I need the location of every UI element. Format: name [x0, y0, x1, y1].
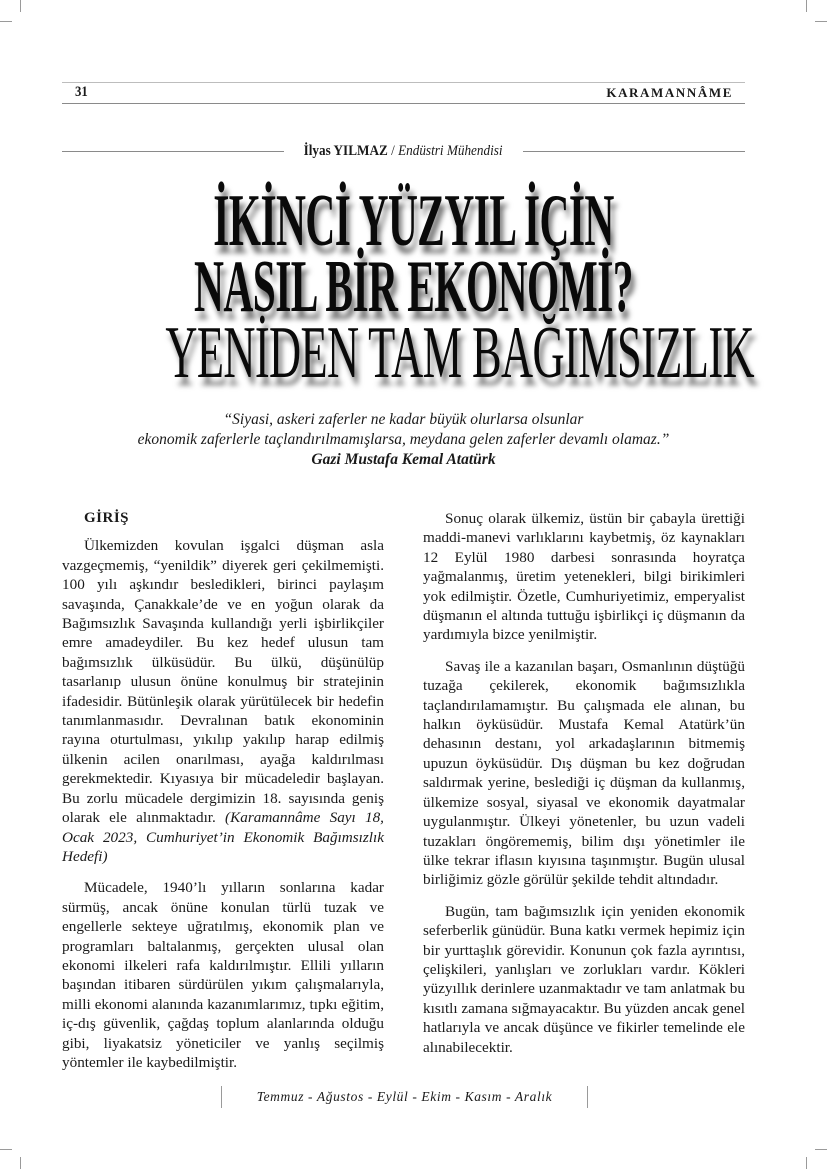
paragraph: [62, 536, 384, 866]
byline-rule-right: [523, 151, 745, 152]
title-line-1: İKİNCİ YÜZYIL İÇİN: [213, 180, 614, 262]
author-role: Endüstri Mühendisi: [398, 142, 504, 159]
running-footer: [221, 1086, 588, 1108]
title-line-2: NASIL BİR EKONOMİ?: [194, 246, 633, 328]
crop-mark-bottom-left-vertical: [20, 1157, 21, 1169]
paragraph: Savaş ile a kazanılan başarı, Osmanlının düştüğü tuzağa çekilerek, ekonomik bağımsızlıkla taçlandırılamamıştır. Bu çalışmada ele alınan, bu halkın öyküsüdür. Mustafa Kemal Atatürk’ün dehasının destanı, yol arkadaşlarının bitmemiş upuzun öyküsüdür. Dış düşman bu kez doğrudan saldırmak yerine, beslediği iç düşman da kullanmış, ülkemize sosyal, siyasal ve ekonomik dayatmalar uygulanmıştır. Ülkeyi yönetenler, bu uzun vadeli tuzakları öngörememiş, bilim dışı yönetimler ile ülke tekrar iflasın kıyısına taşınmıştır. Bugün ulusal birliğimiz gözle görülür şekilde tehdit altındadır.: [423, 657, 745, 889]
author-name: İlyas YILMAZ: [304, 142, 389, 159]
epigraph-quote: [62, 410, 745, 470]
crop-mark-top-left-horizontal: [0, 21, 12, 22]
byline-rule-left: [62, 151, 284, 152]
crop-mark-bottom-right-vertical: [806, 1157, 807, 1169]
crop-mark-top-right-vertical: [806, 0, 807, 12]
paragraph: Mücadele, 1940’lı yılların sonlarına kadar sürmüş, ancak önüne konulan türlü tuzak ve engellerle sekteye uğratılmış, ekonomik plan ve programları baltalanmış, gerçekten ulusal olan ekonomi ilkeleri rafa kaldırılmıştır. Ellili yılların başından itibaren sürdürülen yıkım çalışmalarıyla, milli ekonomi alanında kazanımlarımız, tıpkı eğitim, iç-dış güvenlik, çağdaş toplum alanlarında olduğu gibi, liyakatsiz yöneticiler ve yanlış seçilmiş yöntemler ile kaybedilmiştir.: [62, 879, 384, 1071]
crop-mark-top-right-horizontal: [815, 21, 827, 22]
epigraph-line-1: “Siyasi, askeri zaferler ne kadar büyük olurlarsa olsunlar: [223, 411, 584, 428]
article-column-right: [423, 509, 745, 1069]
byline-separator: /: [388, 142, 399, 159]
paragraph-text: Ülkemizden kovulan işgalci düşman asla vazgeçmemiş, “yenildik” diyerek geri çekilmemişti. 100 yılı aşkındır besledikleri, birinci paylaşım savaşında, Çanakkale’de ve en yoğun olarak da Bağımsızlık Savaşında kullandığı yerli işbirlikçiler emre amadeydiler. Bu kez hedef ulusun tam bağımsızlık ülküsüdür. Bu ülkü, düşünülüp tasarlanıp ulusun önüne konulmuş bir stratejinin ifadesidir. Bütünleşik olarak yürütülecek bir hedefin tanımlanmasıdır. Devralınan batık ekonominin rayına oturtulması, yıkılıp yakılıp harap edilmiş ülkenin acilen onarılması, ayağa kaldırılması gerekmektedir. Kıyasıya bir mücadeledir başlayan. Bu zorlu mücadele dergimizin 18. sayısında geniş olarak ele alınmaktadır.: [62, 537, 384, 827]
section-heading-giris: GİRİŞ: [84, 510, 130, 526]
author-byline: [62, 141, 745, 161]
epigraph-line-2: ekonomik zaferlerle taçlandırılmamışlarsa, meydana gelen zaferler devamlı olamaz.”: [137, 431, 670, 448]
crop-mark-bottom-right-horizontal: [815, 1149, 827, 1150]
running-header: [62, 82, 745, 104]
byline-text: [299, 143, 509, 160]
paragraph: Bugün, tam bağımsızlık için yeniden ekonomik seferberlik günüdür. Buna katkı vermek hepimiz için bir yurttaşlık görevidir. Konunun çok fazla ayrıntısı, çelişkileri, yanlışları ve zorlukları vardır. Kökleri yüzyıllık derinlere uzanmaktadır ve tam anlatmak bu kısıtlı zamana sığmayacaktır. Bu yüzden ancak genel hatlarıyla ve ancak düşünce ve fikirler temelinde ele alınabilecektir.: [423, 902, 745, 1056]
paragraph: Sonuç olarak ülkemiz, üstün bir çabayla ürettiği maddi-manevi varlıklarını kaybetmiş, öz kaynakları 12 Eylül 1980 darbesi sonrasında hoyratça yağmalanmış, üretim yetenekleri, bilgi birikimleri yok edilmiştir. Özetle, Cumhuriyetimiz, emperyalist düşmanın el altında tuttuğu işbirlikçi iç düşmanın da yardımıyla bizce yenilmiştir.: [423, 510, 745, 644]
paragraph-citation: (Karamannâme Sayı 18, Ocak 2023, Cumhuriyet’in Ekonomik Bağımsızlık Hedefi): [62, 809, 384, 865]
crop-mark-top-left-vertical: [20, 0, 21, 12]
journal-name: KARAMANNÂME: [606, 85, 733, 100]
epigraph-attribution: Gazi Mustafa Kemal Atatürk: [311, 451, 496, 468]
article-title: [0, 180, 827, 394]
issue-months: Temmuz - Ağustos - Eylül - Ekim - Kasım - Aralık: [256, 1089, 553, 1104]
title-line-3: YENİDEN TAM BAĞIMSIZLIK: [165, 312, 754, 394]
article-column-left: [62, 509, 384, 1084]
crop-mark-bottom-left-horizontal: [0, 1149, 12, 1150]
page-number: 31: [75, 84, 88, 100]
